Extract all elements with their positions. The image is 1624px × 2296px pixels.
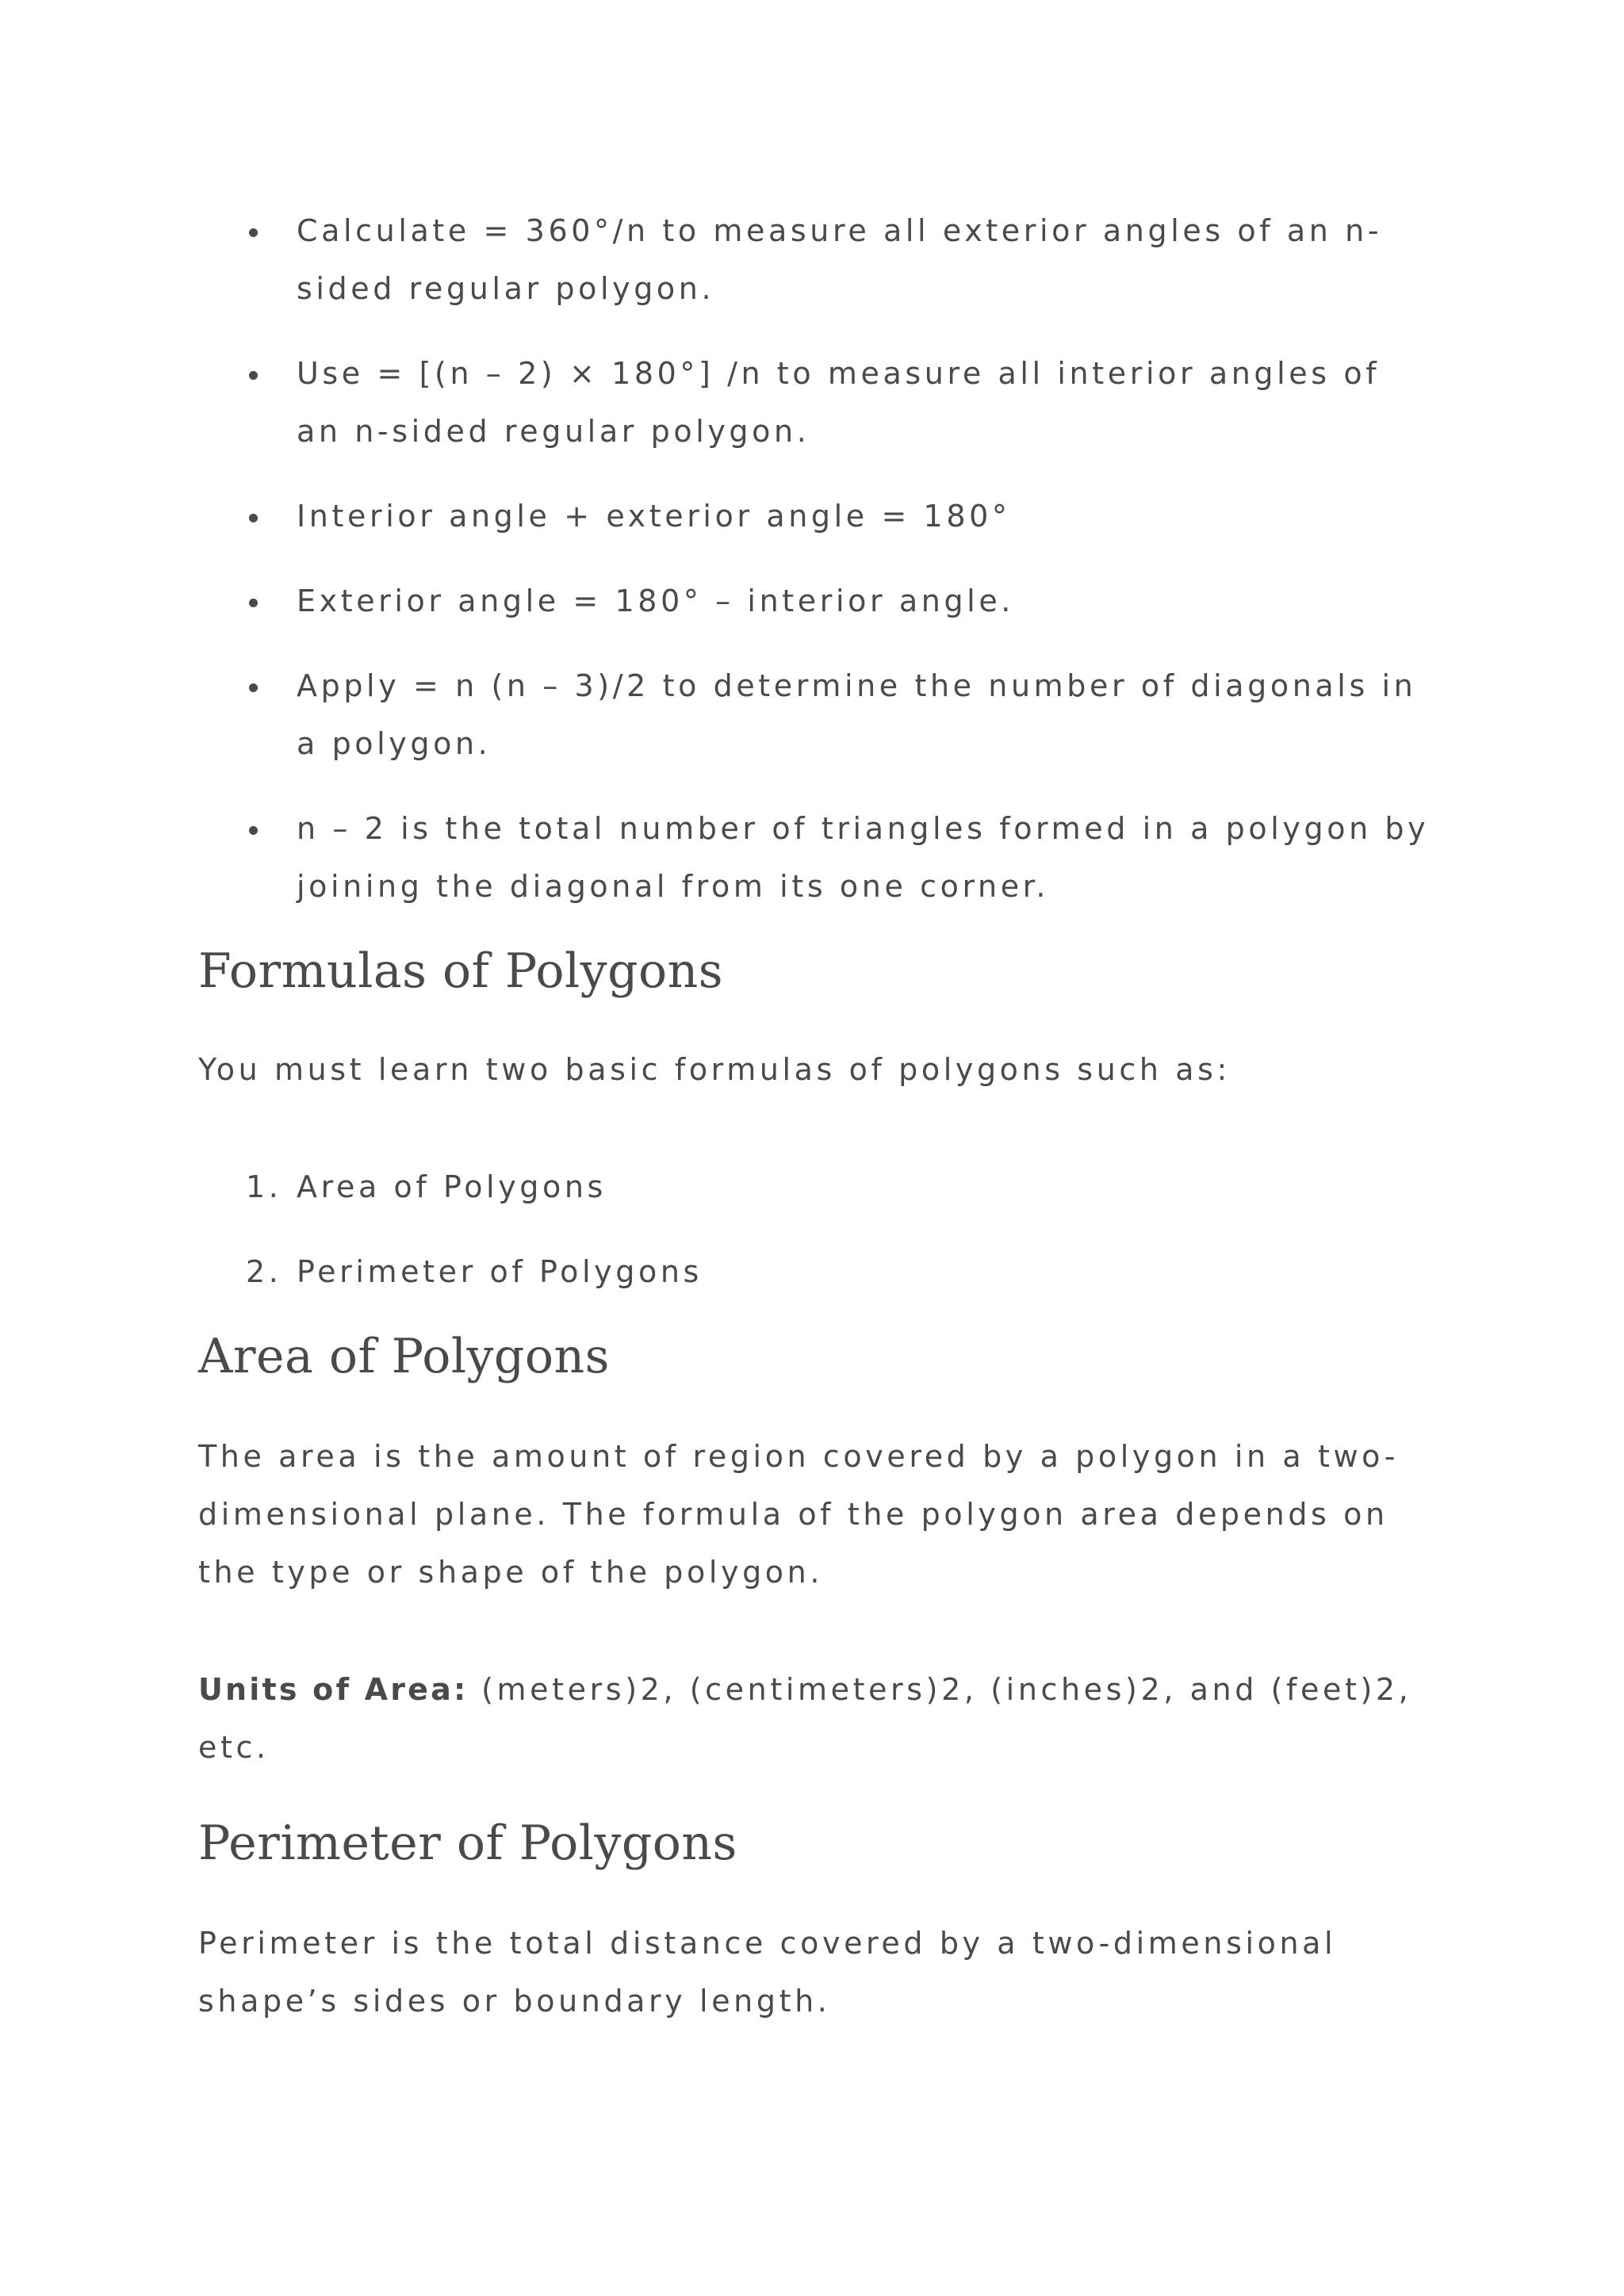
units-text: (meters)2, (centimeters)2, (inches)2, and (feet)2, etc. xyxy=(198,1672,1412,1765)
document-content xyxy=(198,202,1435,2030)
area-heading: Area of Polygons xyxy=(198,1329,610,1384)
list-number: 2. xyxy=(246,1254,282,1289)
list-item: Exterior angle = 180° – interior angle. xyxy=(198,572,1435,630)
list-item: Calculate = 360°/n to measure all exterior angles of an n-sided regular polygon. xyxy=(198,202,1435,318)
units-label: Units of Area: xyxy=(198,1672,469,1707)
units-of-area xyxy=(198,1661,1435,1777)
list-item-label: Area of Polygons xyxy=(297,1169,607,1204)
list-item-label: Perimeter of Polygons xyxy=(297,1254,703,1289)
perimeter-description: Perimeter is the total distance covered by a two-dimensional shape’s sides or boundary length. xyxy=(198,1926,1337,2019)
list-item: Apply = n (n – 3)/2 to determine the number of diagonals in a polygon. xyxy=(198,657,1435,773)
formulas-intro: You must learn two basic formulas of polygons such as: xyxy=(198,1052,1231,1087)
list-number: 1. xyxy=(246,1169,282,1204)
list-item xyxy=(198,1158,1435,1216)
polygon-facts-list xyxy=(198,202,1435,916)
area-description: The area is the amount of region covered by a polygon in a two-dimensional plane. The formula of the polygon area depends on the type or shape of the polygon. xyxy=(198,1439,1400,1590)
formulas-heading: Formulas of Polygons xyxy=(198,943,724,999)
formulas-list xyxy=(198,1158,1435,1301)
list-item: Use = [(n – 2) × 180°] /n to measure all interior angles of an n-sided regular polygon. xyxy=(198,345,1435,461)
list-item: n – 2 is the total number of triangles formed in a polygon by joining the diagonal from its one corner. xyxy=(198,800,1435,916)
list-item xyxy=(198,1243,1435,1301)
perimeter-heading: Perimeter of Polygons xyxy=(198,1816,737,1871)
list-item: Interior angle + exterior angle = 180° xyxy=(198,488,1435,545)
